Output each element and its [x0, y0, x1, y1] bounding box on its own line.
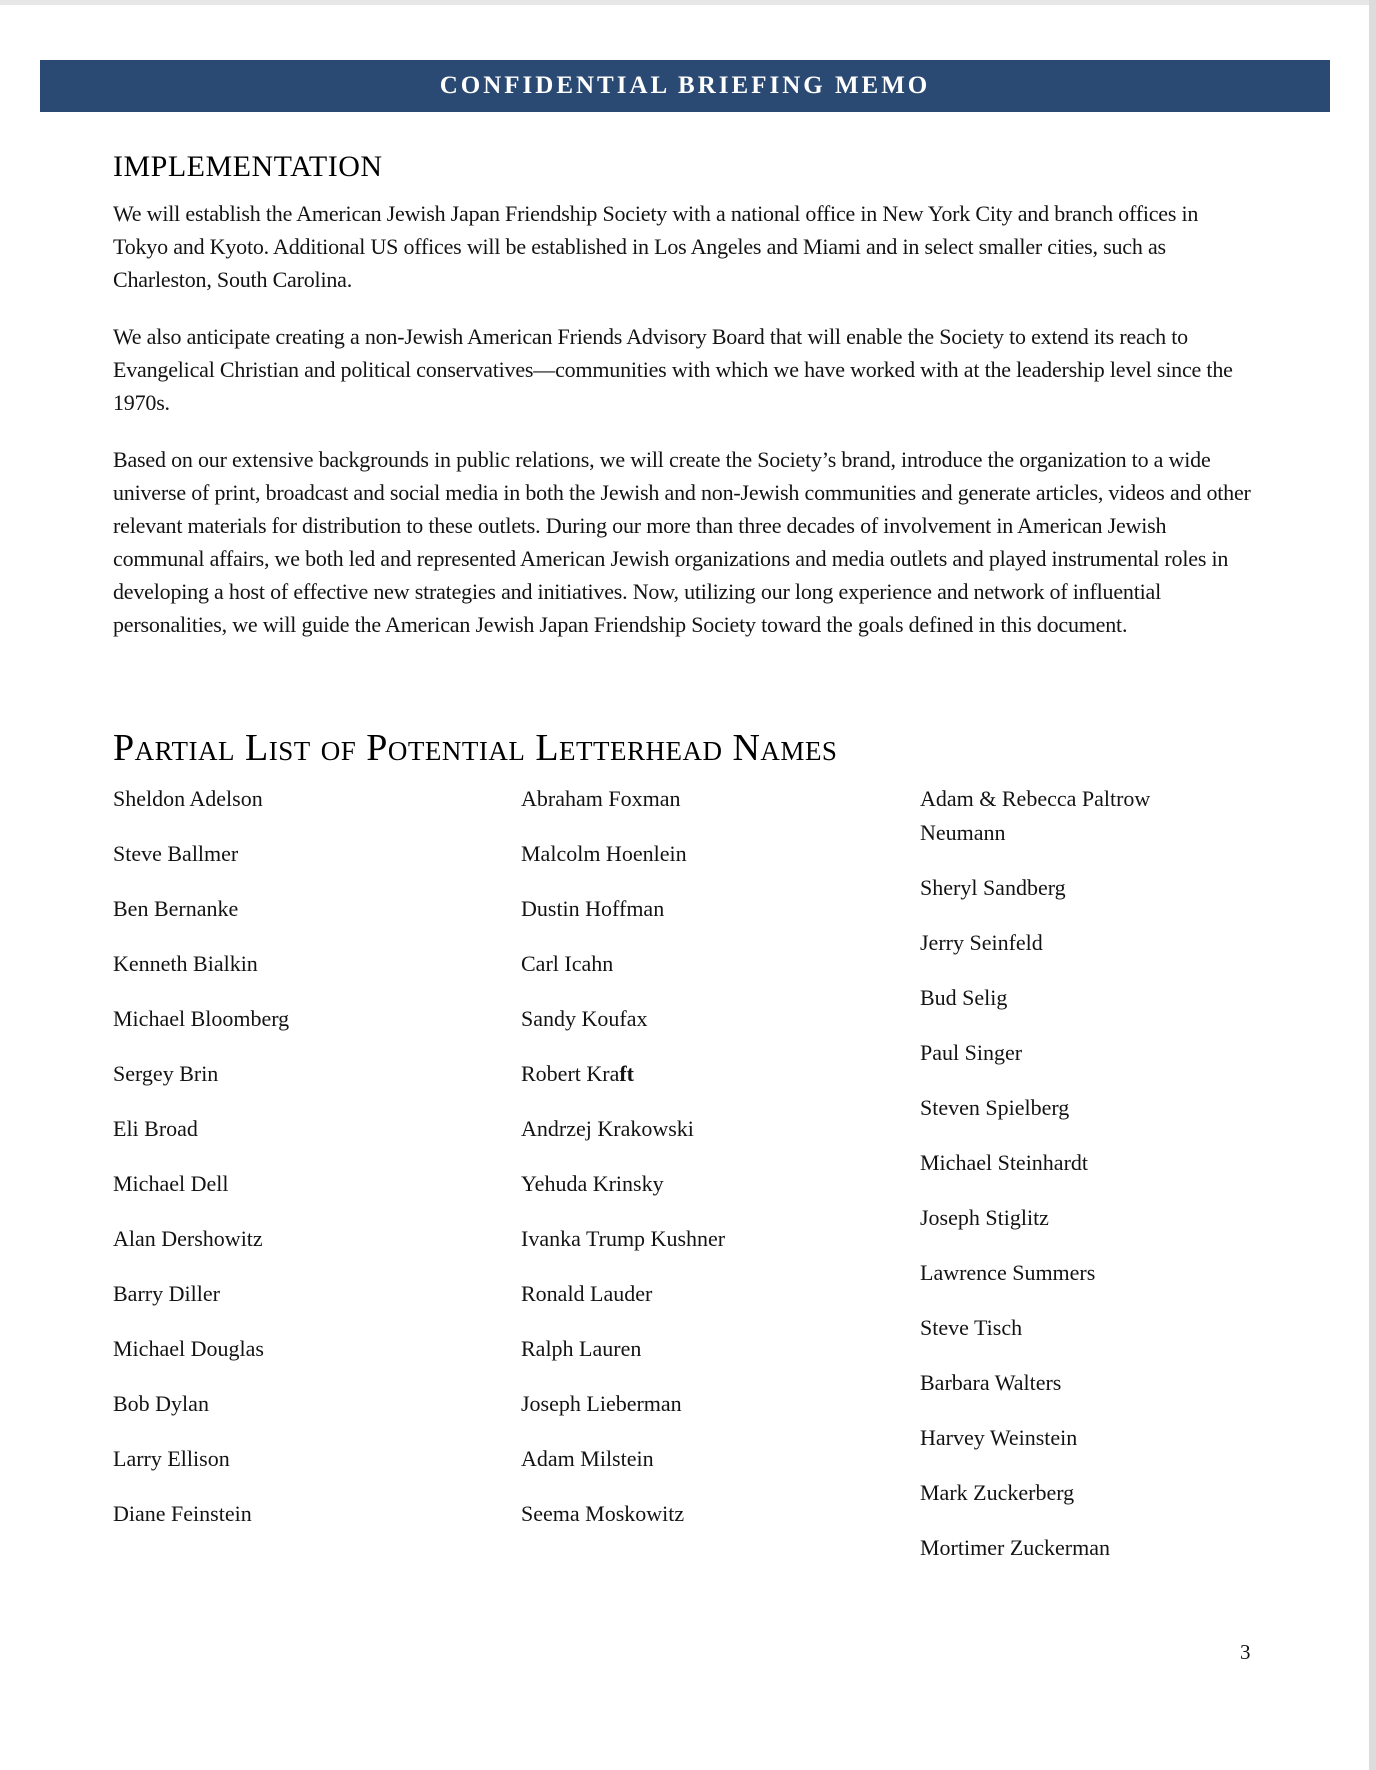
letterhead-name: Ronald Lauder — [521, 1281, 653, 1306]
letterhead-name: Andrzej Krakowski — [521, 1116, 694, 1141]
letterhead-columns — [113, 782, 1180, 1586]
letterhead-name: Bob Dylan — [113, 1391, 209, 1416]
letterhead-name: Mortimer Zuckerman — [920, 1535, 1110, 1560]
letterhead-name: Ralph Lauren — [521, 1336, 642, 1361]
letterhead-name: Lawrence Summers — [920, 1260, 1096, 1285]
letterhead-name: Alan Dershowitz — [113, 1226, 263, 1251]
letterhead-name: Malcolm Hoenlein — [521, 841, 687, 866]
letterhead-name: Ivanka Trump Kushner — [521, 1226, 726, 1251]
letterhead-name: Michael Bloomberg — [113, 1006, 290, 1031]
letterhead-name: Carl Icahn — [521, 951, 614, 976]
letterhead-name: Joseph Stiglitz — [920, 1205, 1049, 1230]
letterhead-heading: Partial List of Potential Letterhead Names — [113, 727, 838, 769]
letterhead-name: Larry Ellison — [113, 1446, 230, 1471]
letterhead-name: Jerry Seinfeld — [920, 930, 1043, 955]
letterhead-name-bold-part: ft — [619, 1061, 635, 1086]
letterhead-name: Sandy Koufax — [521, 1006, 648, 1031]
letterhead-name: Sheryl Sandberg — [920, 875, 1066, 900]
letterhead-name: Sheldon Adelson — [113, 786, 263, 811]
paragraph-3: Based on our extensive backgrounds in public relations, we will create the Society’s brand, introduce the organization to a wide universe of print, broadcast and social media in both the Jewish and non-Jewish communities and generate articles, videos and other relevant materials for distribution to these outlets. During our more than three decades of involvement in American Jewish communal affairs, we both led and represented American Jewish organizations and media outlets and played instrumental roles in developing a host of effective new strategies and initiatives. Now, utilizing our long experience and network of influential personalities, we will guide the American Jewish Japan Friendship Society toward the goals defined in this document. — [113, 447, 1251, 637]
banner — [40, 60, 1330, 112]
letterhead-name: Steve Tisch — [920, 1315, 1023, 1340]
letterhead-name: Steve Ballmer — [113, 841, 239, 866]
letterhead-name: Seema Moskowitz — [521, 1501, 685, 1526]
letterhead-name: Michael Steinhardt — [920, 1150, 1089, 1175]
paragraph-2: We also anticipate creating a non-Jewish American Friends Advisory Board that will enable the Society to extend its reach to Evangelical Christian and political conservatives—communities with which we have worked with at the leadership level since the 1970s. — [113, 324, 1233, 415]
letterhead-name: Adam & Rebecca Paltrow Neumann — [920, 786, 1151, 845]
letterhead-name: Robert Kraft — [521, 1061, 635, 1086]
paragraph-1: We will establish the American Jewish Japan Friendship Society with a national office in New York City and branch offices in Tokyo and Kyoto. Additional US offices will be established in Los Angeles and Miami and in select smaller cities, such as Charleston, South Carolina. — [113, 201, 1199, 292]
implementation-paragraphs — [113, 197, 1253, 665]
implementation-heading: IMPLEMENTATION — [113, 150, 383, 183]
letterhead-name: Michael Dell — [113, 1171, 229, 1196]
letterhead-column-2 — [521, 782, 920, 1552]
letterhead-name: Eli Broad — [113, 1116, 198, 1141]
page-edge-top — [0, 0, 1376, 5]
letterhead-name: Kenneth Bialkin — [113, 951, 258, 976]
letterhead-name: Barry Diller — [113, 1281, 220, 1306]
letterhead-name: Michael Douglas — [113, 1336, 264, 1361]
letterhead-name: Diane Feinstein — [113, 1501, 252, 1526]
letterhead-column-1 — [113, 782, 521, 1552]
banner-title: CONFIDENTIAL BRIEFING MEMO — [439, 72, 931, 99]
letterhead-name: Bud Selig — [920, 985, 1008, 1010]
page-edge-right — [1369, 0, 1376, 1770]
letterhead-column-3 — [920, 782, 1180, 1586]
letterhead-name: Joseph Lieberman — [521, 1391, 682, 1416]
letterhead-name: Abraham Foxman — [521, 786, 681, 811]
letterhead-name: Sergey Brin — [113, 1061, 219, 1086]
letterhead-name: Barbara Walters — [920, 1370, 1062, 1395]
letterhead-name: Mark Zuckerberg — [920, 1480, 1075, 1505]
letterhead-name: Steven Spielberg — [920, 1095, 1070, 1120]
letterhead-name: Yehuda Krinsky — [521, 1171, 664, 1196]
letterhead-name: Dustin Hoffman — [521, 896, 665, 921]
page-number: 3 — [1240, 1640, 1251, 1664]
letterhead-name: Paul Singer — [920, 1040, 1023, 1065]
letterhead-name: Adam Milstein — [521, 1446, 654, 1471]
letterhead-name: Ben Bernanke — [113, 896, 239, 921]
letterhead-name: Harvey Weinstein — [920, 1425, 1078, 1450]
